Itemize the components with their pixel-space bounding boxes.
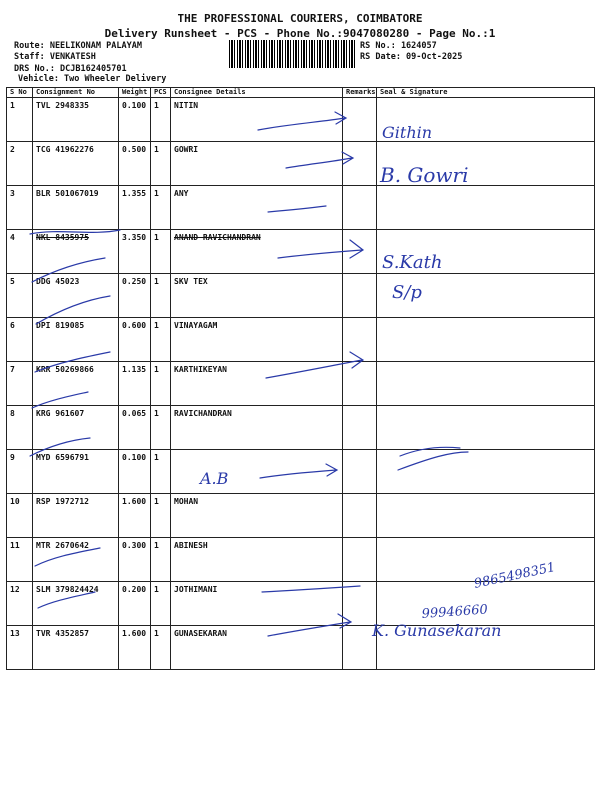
column-header: Remarks: [343, 88, 377, 98]
cell-pcs: 1: [151, 582, 171, 626]
cell-consignee: MOHAN: [171, 494, 343, 538]
route-label: Route: NEELIKONAM PALAYAM: [14, 41, 142, 51]
column-header: Consignment No: [33, 88, 119, 98]
cell-consignee: VINAYAGAM: [171, 318, 343, 362]
cell-pcs: 1: [151, 538, 171, 582]
scribble-mark: [398, 447, 468, 470]
cell-consignee: GOWRI: [171, 142, 343, 186]
rs-date: RS Date: 09-Oct-2025: [360, 52, 463, 62]
signature-text: K. Gunasekaran: [372, 621, 502, 640]
cell-consignment: BLR 501067019: [33, 186, 119, 230]
cell-pcs: 1: [151, 98, 171, 142]
cell-weight: 0.200: [119, 582, 151, 626]
staff-label: Staff: VENKATESH: [14, 52, 96, 62]
cell-consignee: NITIN: [171, 98, 343, 142]
cell-consignee: ANY: [171, 186, 343, 230]
cell-pcs: 1: [151, 274, 171, 318]
cell-weight: 1.600: [119, 494, 151, 538]
cell-pcs: 1: [151, 230, 171, 274]
cell-pcs: 1: [151, 450, 171, 494]
cell-pcs: 1: [151, 362, 171, 406]
arrow-mark: [262, 586, 360, 592]
cell-weight: 0.100: [119, 98, 151, 142]
cell-pcs: 1: [151, 186, 171, 230]
strike-mark: [35, 548, 100, 566]
signature-text: A.B: [200, 469, 229, 488]
cell-consignment: DPI 819085: [33, 318, 119, 362]
strike-mark: [32, 258, 105, 282]
vehicle-label: Vehicle: Two Wheeler Delivery: [18, 74, 167, 84]
cell-pcs: 1: [151, 318, 171, 362]
arrow-mark: [266, 352, 363, 378]
cell-consignment: RSP 1972712: [33, 494, 119, 538]
cell-consignment: DDG 45023: [33, 274, 119, 318]
rs-number: RS No.: 1624057: [360, 41, 437, 51]
cell-consignment: TCG 41962276: [33, 142, 119, 186]
arrow-mark: [268, 206, 326, 212]
cell-pcs: 1: [151, 626, 171, 670]
cell-consignee: JOTHIMANI: [171, 582, 343, 626]
runsheet-subtitle: Delivery Runsheet - PCS - Phone No.:9047080280 - Page No.:1: [104, 27, 496, 40]
column-header: S No: [7, 88, 33, 98]
cell-consignment: MTR 2670642: [33, 538, 119, 582]
cell-consignee: KARTHIKEYAN: [171, 362, 343, 406]
cell-consignment: KRR 50269866: [33, 362, 119, 406]
cell-sno: 2: [7, 142, 33, 186]
cell-consignee: ABINESH: [171, 538, 343, 582]
cell-sno: 4: [7, 230, 33, 274]
signature-text: B. Gowri: [380, 163, 469, 187]
cell-consignment: MYD 6596791: [33, 450, 119, 494]
cell-weight: 0.065: [119, 406, 151, 450]
cell-sno: 9: [7, 450, 33, 494]
cell-consignee: SKV TEX: [171, 274, 343, 318]
column-header: PCS: [151, 88, 171, 98]
cell-sno: 12: [7, 582, 33, 626]
column-header: Consignee Details: [171, 88, 343, 98]
phone-note-text: 9865498351: [472, 560, 557, 592]
column-header: Weight: [119, 88, 151, 98]
strike-mark: [30, 438, 90, 456]
cell-weight: 1.135: [119, 362, 151, 406]
cell-consignment: KRG 961607: [33, 406, 119, 450]
cell-pcs: 1: [151, 494, 171, 538]
cell-pcs: 1: [151, 406, 171, 450]
cell-sno: 5: [7, 274, 33, 318]
strike-mark: [30, 230, 120, 234]
cell-consignment: TVL 2948335: [33, 98, 119, 142]
cell-sno: 1: [7, 98, 33, 142]
cell-consignee: ANAND RAVICHANDRAN: [171, 230, 343, 274]
strike-mark: [32, 392, 88, 408]
cell-weight: 0.300: [119, 538, 151, 582]
cell-sno: 10: [7, 494, 33, 538]
cell-pcs: 1: [151, 142, 171, 186]
phone-note-text: 99946660: [421, 602, 489, 622]
column-header: Seal & Signature: [377, 88, 595, 98]
signature-text: S/p: [392, 282, 422, 303]
cell-sno: 6: [7, 318, 33, 362]
cell-consignment: TVR 4352857: [33, 626, 119, 670]
strike-mark: [36, 296, 110, 324]
cell-sno: 11: [7, 538, 33, 582]
arrow-mark: [260, 464, 337, 478]
cell-weight: 0.600: [119, 318, 151, 362]
cell-sno: 7: [7, 362, 33, 406]
cell-sno: 13: [7, 626, 33, 670]
cell-weight: 3.350: [119, 230, 151, 274]
arrow-mark: [278, 240, 363, 258]
cell-weight: 0.500: [119, 142, 151, 186]
cell-weight: 1.355: [119, 186, 151, 230]
arrow-mark: [268, 614, 351, 636]
cell-consignee: GUNASEKARAN: [171, 626, 343, 670]
strike-mark: [38, 592, 95, 608]
cell-consignment: SLM 379824424: [33, 582, 119, 626]
cell-consignee: RAVICHANDRAN: [171, 406, 343, 450]
cell-sno: 3: [7, 186, 33, 230]
drs-number: DRS No.: DCJB162405701: [14, 64, 127, 74]
cell-weight: 0.250: [119, 274, 151, 318]
strike-mark: [35, 352, 110, 372]
signature-text: Githin: [382, 123, 433, 142]
arrow-mark: [258, 112, 346, 130]
cell-weight: 1.600: [119, 626, 151, 670]
arrow-mark: [286, 152, 353, 168]
cell-consignment: NKL 8435975: [33, 230, 119, 274]
cell-sno: 8: [7, 406, 33, 450]
cell-weight: 0.100: [119, 450, 151, 494]
company-title: THE PROFESSIONAL COURIERS, COIMBATORE: [177, 12, 423, 25]
signature-text: S.Kath: [382, 252, 443, 273]
